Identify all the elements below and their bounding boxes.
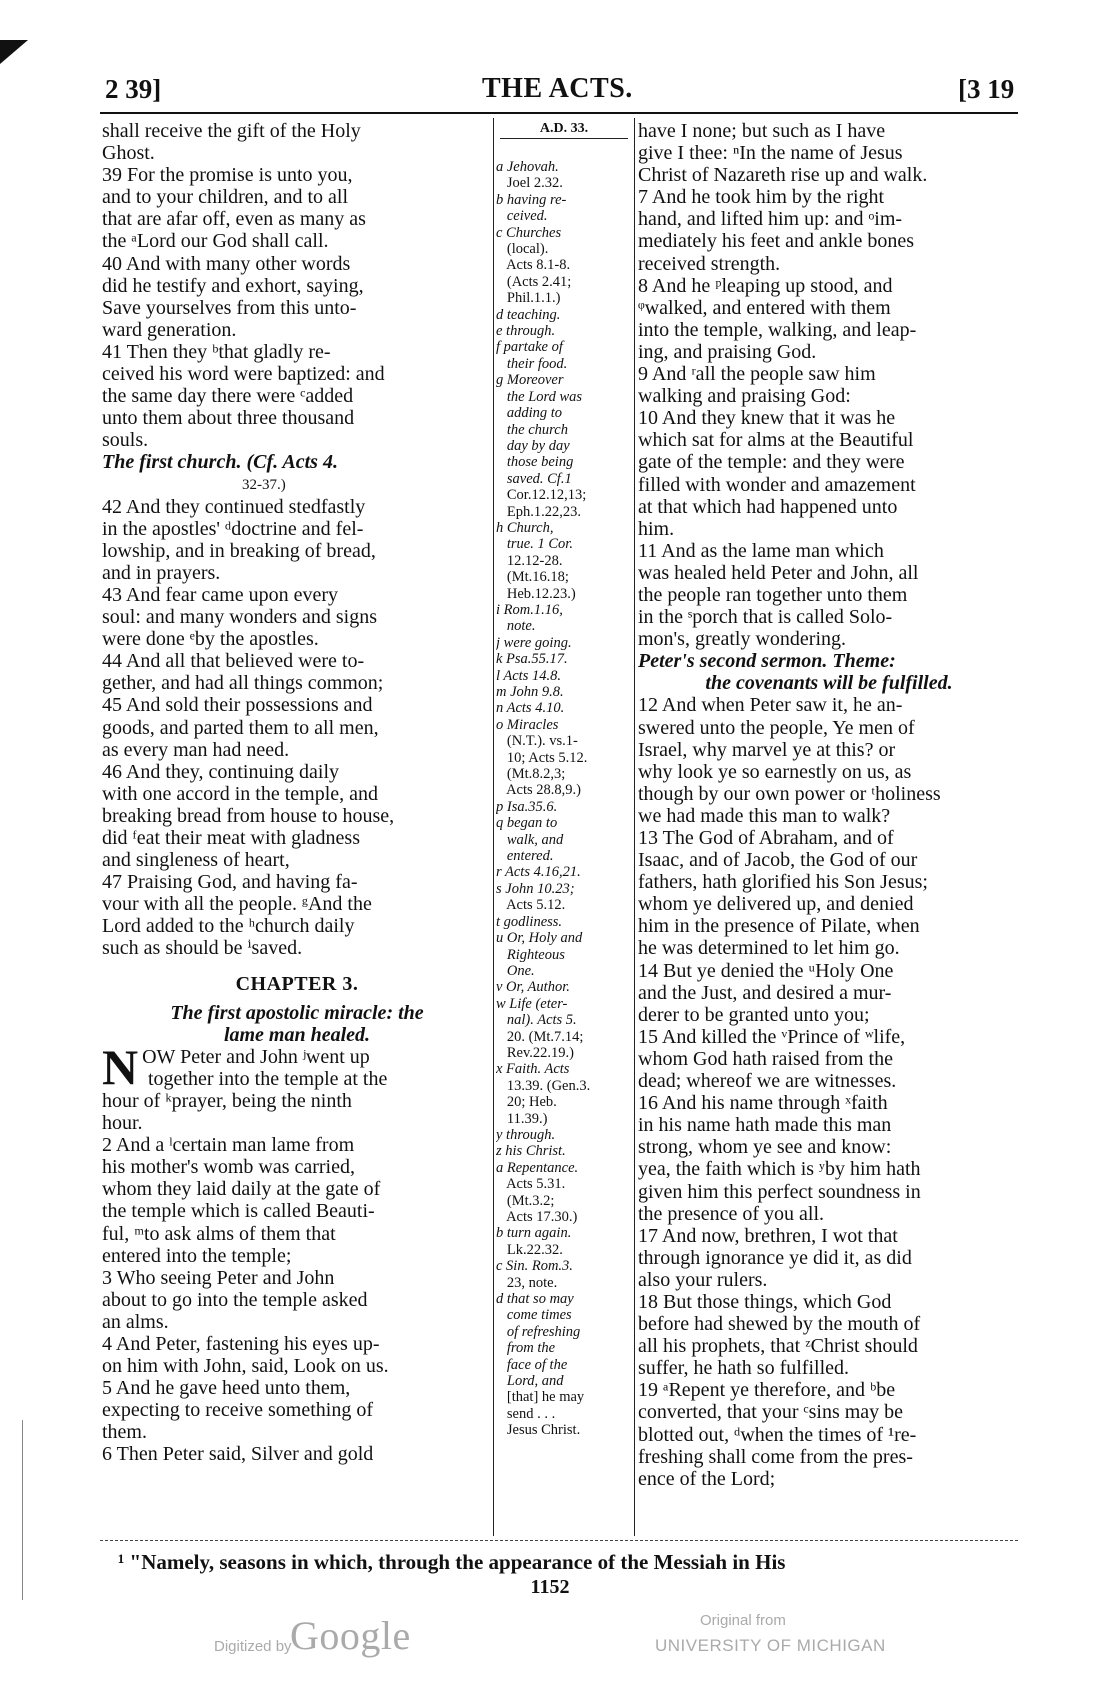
text-line: 39 For the promise is unto you, bbox=[102, 164, 353, 187]
margin-reference: 23, note. bbox=[496, 1274, 558, 1291]
digitized-by-label: Digitized by bbox=[214, 1638, 292, 1655]
text-line: Ghost. bbox=[102, 142, 155, 165]
margin-reference: (Mt.3.2; bbox=[496, 1192, 555, 1209]
header-left: 2 39] bbox=[105, 74, 162, 104]
text-line: Israel, why marvel ye at this? or bbox=[638, 738, 896, 761]
text-line: through ignorance ye did it, as did bbox=[638, 1246, 912, 1269]
margin-reference: Jesus Christ. bbox=[496, 1422, 581, 1439]
text-line: 41 Then they ᵇthat gladly re- bbox=[102, 340, 331, 363]
text-line: him in the presence of Pilate, when bbox=[638, 915, 920, 938]
text-line: Peter's second sermon. Theme: bbox=[638, 650, 896, 673]
margin-reference: s John 10.23; bbox=[496, 880, 575, 897]
text-line: swered unto the people, Ye men of bbox=[638, 716, 915, 739]
margin-reference: c Sin. Rom.3. bbox=[496, 1258, 573, 1275]
margin-reference: d teaching. bbox=[496, 306, 561, 323]
margin-reference: u Or, Holy and bbox=[496, 930, 583, 947]
text-line: goods, and parted them to all men, bbox=[102, 716, 379, 739]
text-line: we had made this man to walk? bbox=[638, 804, 891, 827]
header-right: [3 19 bbox=[958, 74, 1015, 104]
margin-reference: One. bbox=[496, 962, 535, 979]
margin-reference: (Mt.8.2,3; bbox=[496, 766, 566, 783]
text-line: freshing shall come from the pres- bbox=[638, 1445, 913, 1468]
margin-reference: f partake of bbox=[496, 339, 563, 356]
text-line: mediately his feet and ankle bones bbox=[638, 230, 915, 253]
margin-reference: m John 9.8. bbox=[496, 684, 564, 700]
margin-reference: Acts 5.12. bbox=[496, 897, 566, 914]
text-line: him. bbox=[638, 517, 675, 540]
text-line: suffer, he hath so fulfilled. bbox=[638, 1357, 849, 1380]
text-line: shall receive the gift of the Holy bbox=[102, 120, 361, 142]
margin-reference: i Rom.1.16, bbox=[496, 601, 563, 618]
text-line: 43 And fear came upon every bbox=[102, 583, 339, 606]
text-line: The first church. (Cf. Acts 4. bbox=[102, 451, 338, 474]
text-line: blotted out, ᵈwhen the times of ¹re- bbox=[638, 1423, 917, 1446]
text-line: in the ˢporch that is called Solo- bbox=[638, 606, 893, 629]
text-line: and in prayers. bbox=[102, 561, 221, 584]
text-line: strong, whom ye see and know: bbox=[638, 1136, 892, 1159]
margin-reference: a Jehovah. bbox=[496, 159, 559, 175]
left-text-column bbox=[102, 120, 492, 1466]
margin-reference: Acts 5.31. bbox=[496, 1176, 566, 1193]
margin-reference: d that so may bbox=[496, 1291, 574, 1308]
margin-reference: b having re- bbox=[496, 191, 567, 208]
margin-reference: of refreshing bbox=[496, 1323, 581, 1340]
text-line: with one accord in the temple, and bbox=[102, 782, 379, 805]
text-line: breaking bread from house to house, bbox=[102, 804, 395, 827]
text-line: have I none; but such as I have bbox=[638, 120, 886, 142]
margin-reference: z his Christ. bbox=[496, 1143, 566, 1160]
margin-reference: saved. Cf.1 bbox=[496, 470, 572, 487]
text-line: walking and praising God: bbox=[638, 385, 851, 408]
text-line: 9 And ʳall the people saw him bbox=[638, 363, 876, 386]
text-line: 18 But those things, which God bbox=[638, 1290, 892, 1313]
text-line: about to go into the temple asked bbox=[102, 1288, 368, 1311]
text-line: 15 And killed the ᵛPrince of ʷlife, bbox=[638, 1025, 906, 1048]
text-line: that are afar off, even as many as bbox=[102, 208, 366, 231]
text-line: was healed held Peter and John, all bbox=[638, 561, 919, 584]
margin-reference: n Acts 4.10. bbox=[496, 700, 565, 717]
text-line: yea, the faith which is ʸby him hath bbox=[638, 1158, 921, 1181]
margin-date: A.D. 33. bbox=[500, 121, 628, 139]
margin-reference: 20. (Mt.7.14; bbox=[496, 1028, 584, 1045]
footnote-rule bbox=[100, 1540, 1018, 1541]
text-line: and the Just, and desired a mur- bbox=[638, 981, 892, 1004]
text-line: ence of the Lord; bbox=[638, 1467, 776, 1490]
margin-reference: Eph.1.22,23. bbox=[496, 503, 581, 520]
text-line: gether, and had all things common; bbox=[102, 672, 384, 695]
text-line: derer to be granted unto you; bbox=[638, 1003, 870, 1026]
text-line: ceived his word were baptized: and bbox=[102, 363, 385, 386]
text-line: Isaac, and of Jacob, the God of our bbox=[638, 849, 918, 872]
margin-reference: (Mt.16.18; bbox=[496, 569, 569, 586]
text-line: 47 Praising God, and having fa- bbox=[102, 871, 358, 894]
margin-reference: 11.39.) bbox=[496, 1110, 548, 1127]
margin-reference: e through. bbox=[496, 323, 556, 340]
margin-reference: [that] he may bbox=[496, 1389, 585, 1406]
text-line: vour with all the people. ᵍAnd the bbox=[102, 893, 372, 916]
header-rule bbox=[100, 112, 1018, 114]
text-line: mon's, greatly wondering. bbox=[638, 628, 847, 651]
margin-reference: y through. bbox=[496, 1126, 556, 1143]
text-line: 46 And they, continuing daily bbox=[102, 760, 340, 783]
text-line: and to your children, and to all bbox=[102, 186, 349, 209]
margin-reference: b turn again. bbox=[496, 1225, 572, 1242]
text-line: as every man had need. bbox=[102, 738, 290, 761]
margin-reference: true. 1 Cor. bbox=[496, 536, 573, 553]
margin-reference: Rev.22.19.) bbox=[496, 1044, 574, 1061]
margin-reference: (local). bbox=[496, 241, 549, 258]
text-line: 19 ᵃRepent ye therefore, and ᵇbe bbox=[638, 1379, 896, 1402]
footnote: ¹ "Namely, seasons in which, through the appearance of the Messiah in His bbox=[118, 1550, 786, 1574]
text-line: though by our own power or ᵗholiness bbox=[638, 782, 941, 805]
text-line: ing, and praising God. bbox=[638, 340, 817, 363]
margin-reference: ceived. bbox=[496, 208, 548, 225]
text-line: souls. bbox=[102, 429, 149, 452]
text-line: hour of ᵏprayer, being the ninth bbox=[102, 1089, 352, 1112]
text-line: why look ye so earnestly on us, as bbox=[638, 760, 912, 783]
text-line: his mother's womb was carried, bbox=[102, 1156, 355, 1179]
margin-reference: k Psa.55.17. bbox=[496, 651, 568, 668]
text-line: lame man healed. bbox=[223, 1023, 371, 1046]
text-line: ward generation. bbox=[102, 318, 237, 341]
margin-reference: v Or, Author. bbox=[496, 979, 570, 996]
text-line: ᵠwalked, and entered with them bbox=[638, 296, 891, 319]
margin-reference: send . . . bbox=[496, 1405, 556, 1422]
text-line: 4 And Peter, fastening his eyes up- bbox=[102, 1332, 380, 1355]
text-line: give I thee: ⁿIn the name of Jesus bbox=[638, 142, 903, 165]
original-from-label: Original from bbox=[700, 1612, 786, 1629]
text-line: 2 And a ˡcertain man lame from bbox=[102, 1134, 355, 1157]
text-line: filled with wonder and amazement bbox=[638, 473, 916, 496]
text-line: 11 And as the lame man which bbox=[638, 539, 884, 562]
margin-reference: from the bbox=[496, 1340, 556, 1357]
text-line: dead; whereof we are witnesses. bbox=[638, 1070, 897, 1093]
text-line: The first apostolic miracle: the bbox=[170, 1001, 424, 1024]
column-divider-right bbox=[634, 118, 635, 1536]
text-line: also your rulers. bbox=[638, 1268, 768, 1291]
text-line: into the temple, walking, and leap- bbox=[638, 318, 917, 341]
margin-reference: (N.T.). vs.1- bbox=[496, 733, 578, 750]
text-line: and singleness of heart, bbox=[102, 849, 290, 872]
text-line: which sat for alms at the Beautiful bbox=[638, 429, 914, 452]
text-line: gate of the temple: and they were bbox=[638, 451, 905, 474]
margin-reference: Heb.12.23.) bbox=[496, 585, 576, 602]
margin-reference: w Life (eter- bbox=[496, 995, 568, 1012]
margin-reference: l Acts 14.8. bbox=[496, 667, 561, 684]
text-line: the covenants will be fulfilled. bbox=[705, 672, 953, 695]
text-line: 3 Who seeing Peter and John bbox=[102, 1266, 335, 1289]
text-line: 14 But ye denied the ᵘHoly One bbox=[638, 959, 894, 982]
margin-reference: entered. bbox=[496, 848, 554, 865]
text-line: the people ran together unto them bbox=[638, 583, 908, 606]
university-label: UNIVERSITY OF MICHIGAN bbox=[655, 1636, 886, 1655]
text-line: the presence of you all. bbox=[638, 1202, 825, 1225]
text-line: Christ of Nazareth rise up and walk. bbox=[638, 164, 928, 187]
margin-reference: q began to bbox=[496, 815, 558, 832]
right-text-column bbox=[638, 120, 1020, 1490]
text-line: whom they laid daily at the gate of bbox=[102, 1178, 381, 1201]
text-line: 6 Then Peter said, Silver and gold bbox=[102, 1443, 374, 1466]
text-line: given him this perfect soundness in bbox=[638, 1180, 921, 1203]
text-line: 12 And when Peter saw it, he an- bbox=[638, 694, 903, 717]
text-line: 13 The God of Abraham, and of bbox=[638, 827, 894, 849]
margin-reference: day by day bbox=[496, 437, 570, 454]
margin-reference: Joel 2.32. bbox=[496, 175, 563, 192]
text-line: 17 And now, brethren, I wot that bbox=[638, 1224, 898, 1247]
margin-reference: c Churches bbox=[496, 224, 562, 241]
corner-mark bbox=[0, 40, 28, 64]
text-line: CHAPTER 3. bbox=[235, 972, 359, 995]
margin-reference: g Moreover bbox=[496, 372, 564, 389]
margin-reference: h Church, bbox=[496, 519, 554, 536]
margin-reference: walk, and bbox=[496, 831, 564, 848]
text-line: did ᶠeat their meat with gladness bbox=[102, 827, 360, 849]
margin-reference: o Miracles bbox=[496, 716, 559, 733]
google-logo: Google bbox=[290, 1613, 411, 1658]
running-title: THE ACTS. bbox=[482, 73, 633, 104]
text-line-content: OW Peter and John ʲwent up bbox=[142, 1045, 370, 1068]
margin-reference: j were going. bbox=[496, 634, 572, 651]
text-line: them. bbox=[102, 1421, 147, 1444]
margin-reference: nal). Acts 5. bbox=[496, 1012, 577, 1029]
text-line: entered into the temple; bbox=[102, 1244, 292, 1267]
marginal-references bbox=[496, 121, 632, 1439]
text-line: hour. bbox=[102, 1112, 143, 1135]
margin-reference: adding to bbox=[496, 405, 563, 422]
text-line: together into the temple at the bbox=[148, 1067, 388, 1090]
text-line: soul: and many wonders and signs bbox=[102, 606, 377, 629]
text-line: in the apostles' ᵈdoctrine and fel- bbox=[102, 517, 364, 540]
text-line: the temple which is called Beauti- bbox=[102, 1200, 375, 1223]
text-line: 16 And his name through ˣfaith bbox=[638, 1092, 888, 1115]
text-line: lowship, and in breaking of bread, bbox=[102, 539, 376, 562]
text-line: before had shewed by the mouth of bbox=[638, 1313, 921, 1336]
margin-reference: 10; Acts 5.12. bbox=[496, 749, 588, 766]
margin-reference: those being bbox=[496, 454, 574, 471]
page-number: 1152 bbox=[530, 1576, 570, 1598]
text-line: 7 And he took him by the right bbox=[638, 186, 885, 209]
text-line: in his name hath made this man bbox=[638, 1114, 892, 1137]
text-line: 44 And all that believed were to- bbox=[102, 650, 365, 673]
column-divider-left bbox=[493, 118, 494, 1536]
text-line: 5 And he gave heed unto them, bbox=[102, 1377, 351, 1400]
margin-reference: note. bbox=[496, 618, 536, 635]
margin-reference: r Acts 4.16,21. bbox=[496, 864, 581, 881]
text-line: Lord added to the ʰchurch daily bbox=[102, 915, 355, 938]
text-line: at that which had happened unto bbox=[638, 495, 898, 518]
text-line: whom ye delivered up, and denied bbox=[638, 893, 914, 916]
margin-reference: x Faith. Acts bbox=[496, 1061, 570, 1078]
margin-reference: Acts 8.1-8. bbox=[496, 257, 571, 274]
text-line: converted, that your ᶜsins may be bbox=[638, 1401, 904, 1424]
text-line: Save yourselves from this unto- bbox=[102, 296, 357, 319]
margin-reference: Acts 17.30.) bbox=[496, 1209, 578, 1225]
text-line: were done ᵉby the apostles. bbox=[102, 628, 319, 651]
margin-reference: t godliness. bbox=[496, 913, 563, 930]
text-line: an alms. bbox=[102, 1310, 169, 1333]
text-line: he was determined to let him go. bbox=[638, 937, 900, 960]
margin-reference: the church bbox=[496, 421, 568, 438]
margin-reference: Lord, and bbox=[496, 1373, 564, 1390]
text-line: unto them about three thousand bbox=[102, 407, 355, 430]
margin-reference: face of the bbox=[496, 1356, 568, 1373]
margin-reference: Cor.12.12,13; bbox=[496, 487, 587, 504]
text-line: whom God hath raised from the bbox=[638, 1047, 893, 1070]
margin-reference: Phil.1.1.) bbox=[496, 290, 561, 307]
margin-reference: their food. bbox=[496, 355, 568, 372]
margin-reference: (Acts 2.41; bbox=[496, 273, 572, 290]
text-line: such as should be ⁱsaved. bbox=[102, 937, 303, 960]
margin-reference: Lk.22.32. bbox=[496, 1241, 563, 1258]
text-line: 32-37.) bbox=[242, 476, 286, 493]
margin-line bbox=[22, 1420, 23, 1600]
margin-reference: a Repentance. bbox=[496, 1159, 579, 1176]
margin-reference: come times bbox=[496, 1307, 572, 1324]
margin-reference: p Isa.35.6. bbox=[496, 798, 558, 815]
drop-cap: N bbox=[102, 1038, 139, 1095]
text-line: all his prophets, that ᶻChrist should bbox=[638, 1335, 918, 1358]
text-line: the ᵃLord our God shall call. bbox=[102, 230, 329, 253]
margin-reference: Righteous bbox=[496, 946, 565, 963]
text-line: hand, and lifted him up: and ᵒim- bbox=[638, 208, 903, 231]
text-line: 10 And they knew that it was he bbox=[638, 407, 896, 430]
text-line: expecting to receive something of bbox=[102, 1399, 374, 1422]
text-line: 8 And he ᵖleaping up stood, and bbox=[638, 274, 893, 297]
margin-reference: Acts 28.8,9.) bbox=[496, 782, 581, 799]
text-line: on him with John, said, Look on us. bbox=[102, 1355, 389, 1378]
margin-reference: the Lord was bbox=[496, 388, 583, 405]
text-line: did he testify and exhort, saying, bbox=[102, 274, 364, 297]
text-line: fathers, hath glorified his Son Jesus; bbox=[638, 871, 928, 894]
margin-reference: 20; Heb. bbox=[496, 1094, 557, 1111]
text-line: 40 And with many other words bbox=[102, 252, 351, 275]
text-line: 45 And sold their possessions and bbox=[102, 694, 373, 717]
margin-reference: 12.12-28. bbox=[496, 552, 563, 569]
margin-reference: 13.39. (Gen.3. bbox=[496, 1077, 591, 1094]
text-line: 42 And they continued stedfastly bbox=[102, 495, 366, 518]
text-line: received strength. bbox=[638, 252, 781, 275]
text-line: the same day there were ᶜadded bbox=[102, 385, 354, 408]
text-line: ful, ᵐto ask alms of them that bbox=[102, 1222, 336, 1245]
